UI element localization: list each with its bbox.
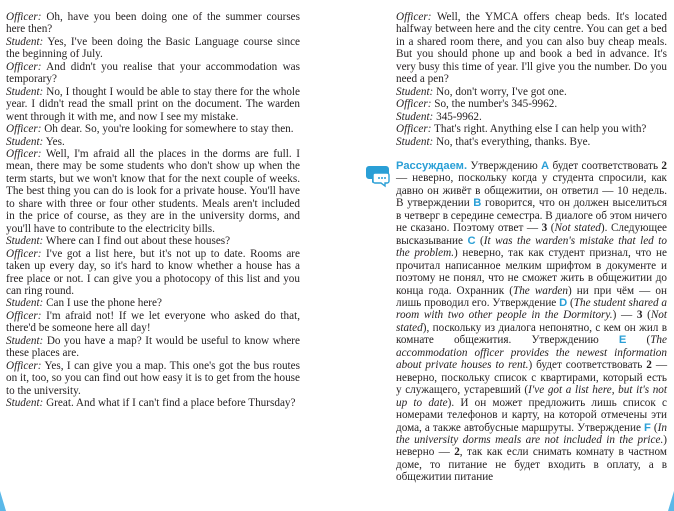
discussion-text: ) неверно — [396, 433, 667, 459]
discussion-quote: Not stated [554, 222, 601, 235]
discussion-quote: It was the warden's mistake that led to the problem. [396, 234, 667, 260]
speaker-label: Officer: [6, 11, 42, 23]
dialogue-text: That's right. Anything else I can help you with? [434, 123, 647, 136]
answer-number: 2 [646, 359, 652, 372]
discussion-quote: The accommodation officer provides the newest information about private houses to rent. [396, 334, 667, 372]
dialogue-text: Where can I find out about these houses? [45, 235, 231, 248]
dialogue-line [6, 235, 300, 247]
discussion-text: ( [567, 296, 574, 309]
speaker-label: Officer: [6, 247, 42, 260]
left-column [6, 11, 300, 410]
discussion-text: ) ни при чём — он лишь проводил его. Утверждение [396, 284, 667, 309]
option-a-label: A [541, 160, 550, 172]
discussion-text: — неверно, поскольку список с квартирами, который есть у служащего, устаревший ( [396, 359, 667, 397]
option-e-label: E [618, 334, 627, 347]
discussion-heading: Рассуждаем. [396, 160, 468, 172]
discussion-quote: Not stated [396, 309, 667, 334]
discussion-text: — неверно, поскольку когда у студента спросили, как давно он живёт в общежитии, он ответил — 10 недель. В утверждении [396, 172, 667, 210]
dialogue-text: Do you have a map? It would be useful to know where these places are. [6, 334, 300, 360]
discussion-text: ( [475, 234, 484, 247]
dialogue-line [6, 360, 300, 397]
speaker-label: Student: [6, 297, 44, 310]
dialogue-text: Oh dear. So, you're looking for somewhere to stay then. [44, 123, 294, 136]
speaker-label: Officer: [396, 11, 432, 23]
dialogue-line [6, 36, 300, 61]
dialogue-line [6, 61, 300, 86]
answer-number: 3 [636, 309, 643, 322]
discussion-text: ) неверно, так как студент признал, что не прочитал написанное мелким шрифтом в документе и поэтому не понял, что не сможет жить в общежитии до конца года. Охранник ( [396, 247, 667, 297]
speaker-label: Student: [6, 135, 44, 148]
speaker-label: Student: [396, 85, 434, 98]
dialogue-line [396, 136, 667, 148]
page-edge-marker [0, 489, 8, 511]
dialogue-line [396, 11, 667, 86]
dialogue-text: No, that's everything, thanks. Bye. [436, 135, 591, 148]
speaker-label: Student: [6, 85, 44, 98]
discussion-quote: The warden [512, 284, 568, 297]
speaker-label: Officer: [6, 60, 42, 73]
discussion-text: ) будет соответствовать [528, 359, 647, 372]
page-edge-marker [666, 489, 674, 511]
discussion-text: ), поскольку из диалога непонятно, с кем он жил в комнате общежития. Утверждению [396, 321, 667, 347]
option-d-label: D [559, 296, 568, 309]
answer-number: 2 [661, 160, 667, 172]
dialogue-line [396, 111, 667, 123]
dialogue-line [6, 297, 300, 309]
speaker-label: Student: [396, 135, 434, 148]
dialogue-text: Well, I'm afraid all the places in the dorms are full. I mean, there may be some students who don't show up when the term starts, but we won't know that for the next couple of weeks. The best thing you can do is look for a private house. You'll have to share with three or four other students. Meals aren't included in the price of course, as they are in the university dorms, and you'll have to contribute to the electricity bills. [6, 147, 300, 235]
dialogue-text: Yes, I can give you a map. This one's got the bus routes on it, too, so you can find out how easy it is to get from the house to the university. [6, 359, 300, 397]
discussion-text: , так как если снимать комнату в частном доме, то питание не будет входить в оплату, а в общежитии питание [396, 446, 668, 484]
dialogue-text: No, don't worry, I've got one. [436, 85, 567, 98]
discussion-text: ( [650, 421, 658, 434]
speaker-label: Officer: [6, 359, 42, 372]
dialogue-line [6, 86, 300, 123]
dialogue-text: Well, the YMCA offers cheap beds. It's located halfway between here and the city centre. You can get a bed in a shared room there, and you can also buy cheap meals. But you should phone up and book a bed in advance. It's very busy this time of year. I'll give you the number. Do you need a pen? [396, 11, 667, 86]
dialogue-line [6, 335, 300, 360]
dialogue-line [6, 397, 300, 409]
dialogue-line [6, 148, 300, 235]
dialogue-text: And didn't you realise that your accommodation was temporary? [6, 60, 300, 86]
option-f-label: F [644, 421, 651, 434]
speaker-label: Officer: [6, 123, 42, 136]
discussion-quote: In the university dorms meals are not included in the price. [396, 421, 667, 446]
discussion-text: будет соответствовать [549, 160, 662, 172]
discussion-text: говорится, что он должен выселиться в четверг в середине семестра. В диалоге об этом ничего не сказано. Поэтому ответ — [396, 197, 667, 235]
discussion-text: ( [642, 309, 651, 322]
discussion-text: ). Следующее высказывание [396, 222, 668, 247]
dialogue-text: So, the number's 345-9962. [434, 98, 558, 111]
dialogue-line [6, 123, 300, 135]
speaker-label: Student: [6, 35, 44, 48]
discussion-quote: The student shared a room with two other people in the Dormitory. [396, 296, 667, 322]
discussion-text: ). И он может предложить лишь список с номерами телефонов и карту, на которой отмечены эти дома, а также автобусные маршруты. Утверждение [396, 396, 667, 434]
option-b-label: B [473, 197, 482, 210]
answer-number: 2 [454, 446, 460, 459]
option-c-label: C [467, 234, 476, 247]
dialogue-line [396, 98, 667, 110]
dialogue-text: I'm afraid not! If we let everyone who asked do that, there'd be someone here all day! [6, 309, 300, 335]
dialogue-text: 345-9962. [436, 110, 482, 123]
discussion-quote: I've got a list here, but it's not up to date [396, 384, 667, 409]
speaker-label: Student: [6, 235, 44, 248]
speaker-label: Student: [396, 110, 434, 123]
dialogue-text: Can I use the phone here? [46, 297, 162, 310]
discussion-paragraph [396, 160, 667, 484]
discussion-text: ) — [612, 309, 637, 322]
dialogue-text: Yes. [45, 135, 65, 148]
dialogue-line [6, 248, 300, 298]
dialogue-line [6, 11, 300, 36]
discussion-text: Утверждению [467, 160, 542, 172]
dialogue-line [6, 136, 300, 148]
speaker-label: Student: [6, 397, 44, 410]
dialogue-line [396, 86, 667, 98]
speaker-label: Officer: [396, 123, 432, 136]
dialogue-line [396, 123, 667, 135]
discussion-text: ( [626, 334, 651, 347]
speaker-label: Officer: [396, 98, 432, 111]
dialogue-text: Great. And what if I can't find a place before Thursday? [46, 397, 296, 410]
discussion-text: ( [547, 222, 555, 235]
dialogue-text: Yes, I've been doing the Basic Language course since the beginning of July. [6, 35, 300, 61]
speaker-label: Student: [6, 334, 44, 347]
answer-number: 3 [541, 222, 548, 235]
right-column [396, 11, 667, 148]
speaker-label: Officer: [6, 309, 42, 322]
discussion-bubble-icon [366, 162, 392, 188]
dialogue-text: Oh, have you been doing one of the summer courses here then? [6, 11, 300, 36]
dialogue-text: I've got a list here, but it's not up to date. Rooms are taken up every day, so it's hard to know whether a house has a free place or not. I can give you a photocopy of this list and you can ring round. [6, 247, 300, 297]
dialogue-text: No, I thought I would be able to stay there for the whole year. I didn't read the small print on the document. The warden went through it with me, and now I see my mistake. [6, 85, 301, 123]
dialogue-line [6, 310, 300, 335]
speaker-label: Officer: [6, 147, 42, 160]
